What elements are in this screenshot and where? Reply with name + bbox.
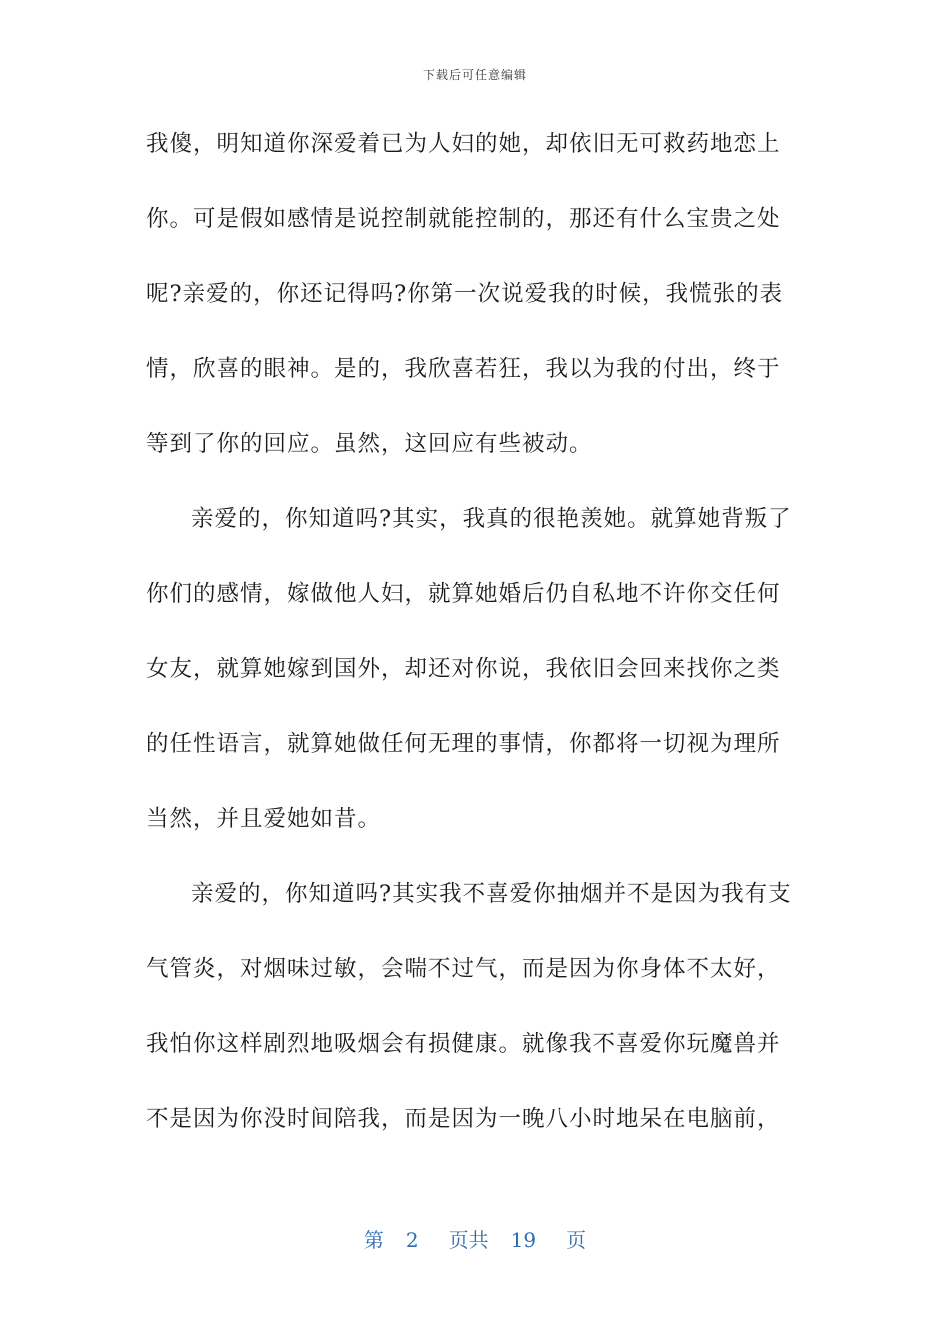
current-page-number: 2: [405, 1228, 419, 1252]
text-line: 你。可是假如感情是说控制就能控制的，那还有什么宝贵之处: [146, 206, 781, 232]
footer-suffix: 页: [566, 1228, 587, 1252]
text-line: 呢?亲爱的，你还记得吗?你第一次说爱我的时候，我慌张的表: [146, 281, 784, 307]
text-line: 等到了你的回应。虽然，这回应有些被动。: [146, 431, 593, 457]
footer-prefix: 第: [363, 1228, 384, 1252]
text-line: 当然，并且爱她如昔。: [146, 806, 382, 832]
text-line: 不是因为你没时间陪我，而是因为一晚八小时地呆在电脑前，: [146, 1106, 781, 1132]
footer-middle: 页共: [448, 1228, 489, 1252]
text-line: 你们的感情，嫁做他人妇，就算她婚后仍自私地不许你交任何: [146, 581, 781, 607]
paragraph-start-line: 亲爱的，你知道吗?其实我不喜爱你抽烟并不是因为我有支: [191, 881, 792, 907]
paragraph-start-line: 亲爱的，你知道吗?其实，我真的很艳羡她。就算她背叛了: [191, 506, 792, 532]
page-footer: [0, 1224, 950, 1253]
text-line: 的任性语言，就算她做任何无理的事情，你都将一切视为理所: [146, 731, 781, 757]
text-line: 我怕你这样剧烈地吸烟会有损健康。就像我不喜爱你玩魔兽并: [146, 1031, 781, 1057]
document-body: [146, 126, 806, 1139]
total-pages: 19: [510, 1228, 537, 1252]
text-line: 我傻，明知道你深爱着已为人妇的她，却依旧无可救药地恋上: [146, 131, 781, 157]
text-line: 女友，就算她嫁到国外，却还对你说，我依旧会回来找你之类: [146, 656, 781, 682]
text-line: 情，欣喜的眼神。是的，我欣喜若狂，我以为我的付出，终于: [146, 356, 781, 382]
page-header: 下载后可任意编辑: [422, 68, 527, 82]
text-line: 气管炎，对烟味过敏，会喘不过气，而是因为你身体不太好，: [146, 956, 781, 982]
